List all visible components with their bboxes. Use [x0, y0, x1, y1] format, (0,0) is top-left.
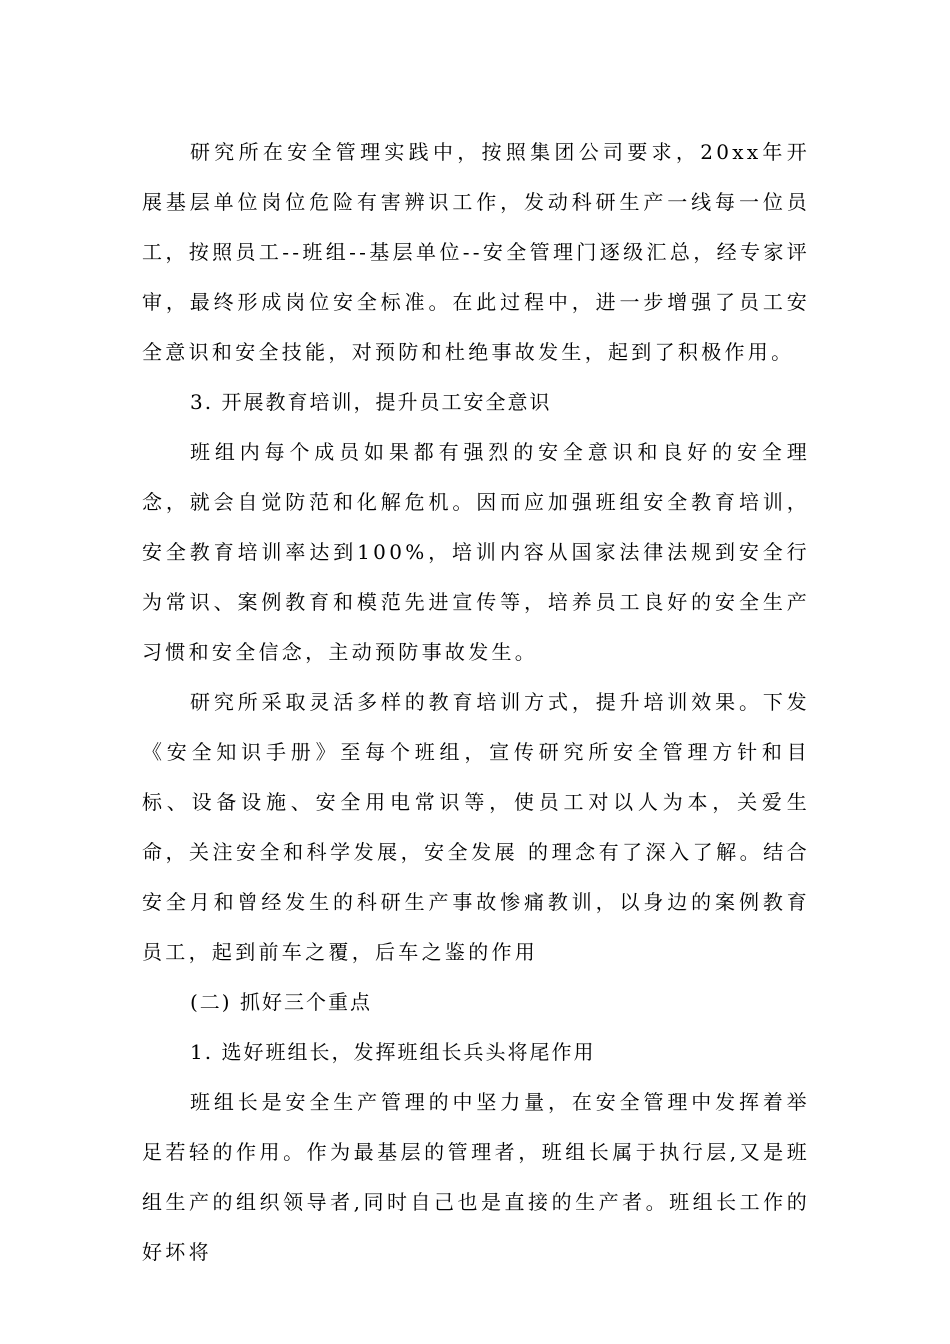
- heading-education-training: 3. 开展教育培训，提升员工安全意识: [190, 390, 552, 414]
- paragraph-team-leader-role: 班组长是安全生产管理的中坚力量，在安全管理中发挥着举足若轻的作用。作为最基层的管理者，班组长属于执行层,又是班组生产的组织领导者,同时自己也是直接的生产者。班组长工作的好坏将: [142, 1090, 810, 1264]
- paragraph-safety-awareness: 班组内每个成员如果都有强烈的安全意识和良好的安全理念，就会自觉防范和化解危机。因而应加强班组安全教育培训，安全教育培训率达到100%，培训内容从国家法律法规到安全行为常识、案例教育和模范先进宣传等，培养员工良好的安全生产习惯和安全信念，主动预防事故发生。: [142, 440, 810, 664]
- paragraph-hazard-identification: 研究所在安全管理实践中，按照集团公司要求，20xx年开展基层单位岗位危险有害辨识工作，发动科研生产一线每一位员工，按照员工--班组--基层单位--安全管理门逐级汇总，经专家评审，最终形成岗位安全标准。在此过程中，进一步增强了员工安全意识和安全技能，对预防和杜绝事故发生，起到了积极作用。: [142, 140, 810, 364]
- paragraph-training-methods: 研究所采取灵活多样的教育培训方式，提升培训效果。下发《安全知识手册》至每个班组，宣传研究所安全管理方针和目标、设备设施、安全用电常识等，使员工对以人为本，关爱生命，关注安全和科学发展，安全发展 的理念有了深入了解。结合安全月和曾经发生的科研生产事故惨痛教训，以身边的案例教育员工，起到前车之覆，后车之鉴的作用: [142, 690, 810, 964]
- heading-team-leader: 1. 选好班组长，发挥班组长兵头将尾作用: [190, 1040, 596, 1064]
- heading-three-key-points: (二) 抓好三个重点: [190, 990, 372, 1014]
